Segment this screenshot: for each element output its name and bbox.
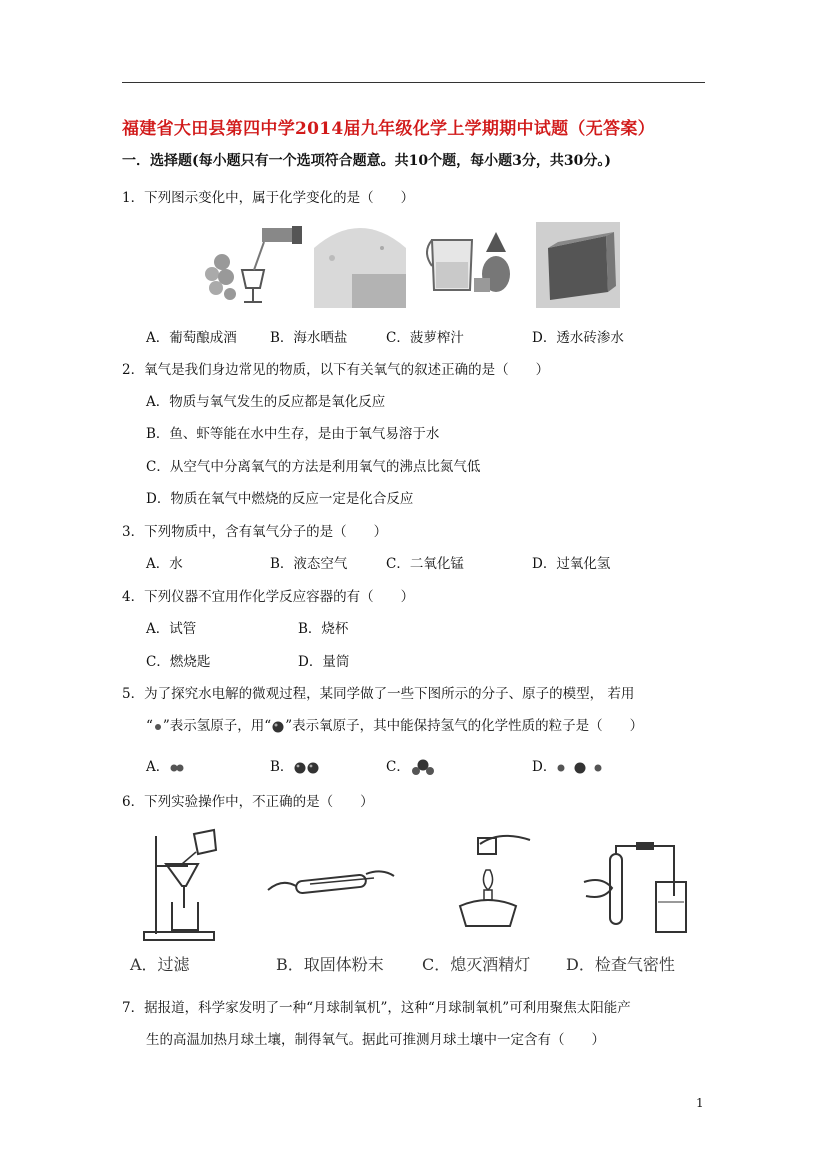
q2-option-b: B．鱼、虾等能在水中生存，是由于氧气易溶于水	[146, 426, 440, 442]
h2o-molecule-icon	[410, 759, 436, 777]
q5-option-b	[270, 755, 321, 775]
q5-option-a	[146, 755, 187, 775]
q5-option-d-label: D．	[532, 759, 557, 775]
q1-option-c: C．菠萝榨汁	[386, 330, 464, 346]
q4-option-a: A．试管	[146, 621, 197, 637]
section-heading: 一．选择题(每小题只有一个选项符合题意。共10个题，每小题3分，共30分。)	[122, 153, 611, 169]
question-7-stem-line2: 生的高温加热月球土壤，制得氧气。据此可推测月球土壤中一定含有（ ）	[146, 1032, 605, 1048]
q5-option-b-label: B．	[270, 759, 294, 775]
q6-caption-c: C．熄灭酒精灯	[422, 955, 531, 974]
q6-caption-d: D．检查气密性	[566, 955, 675, 974]
h2-molecule-icon	[169, 763, 187, 773]
extinguish-alcohol-lamp-image	[440, 826, 536, 946]
q5-text-part-c: ”表示氧原子，其中能保持氢气的化学性质的粒子是（ ）	[285, 718, 644, 734]
q5-option-c-label: C．	[386, 759, 410, 775]
permeable-brick-image	[536, 222, 620, 308]
hydrogen-atom-icon	[153, 722, 163, 732]
q3-option-b: B．液态空气	[270, 556, 348, 572]
pineapple-juice-image	[426, 222, 516, 294]
powder-in-test-tube-image	[266, 860, 396, 906]
question-3-stem: 3．下列物质中，含有氧气分子的是（ ）	[122, 524, 388, 540]
q6-caption-b: B．取固体粉末	[276, 955, 384, 974]
q4-option-c: C．燃烧匙	[146, 654, 211, 670]
airtightness-check-image	[578, 836, 690, 948]
q5-option-a-label: A．	[146, 759, 170, 775]
sea-salt-image	[312, 218, 408, 310]
question-6-stem: 6．下列实验操作中，不正确的是（ ）	[122, 794, 374, 810]
question-2-stem: 2．氧气是我们身边常见的物质，以下有关氧气的叙述正确的是（ ）	[122, 362, 550, 378]
o2-molecule-icon	[293, 761, 321, 775]
q1-option-b: B．海水晒盐	[270, 330, 348, 346]
q3-option-a: A．水	[146, 556, 183, 572]
question-4-stem: 4．下列仪器不宜用作化学反应容器的有（ ）	[122, 589, 415, 605]
q4-option-b: B．烧杯	[298, 621, 349, 637]
q2-option-c: C．从空气中分离氧气的方法是利用氧气的沸点比氮气低	[146, 459, 481, 475]
question-5-stem-line1: 5．为了探究水电解的微观过程，某同学做了一些下图所示的分子、原子的模型， 若用	[122, 686, 635, 702]
question-7-stem-line1: 7．据报道，科学家发明了一种“月球制氧机”，这种“月球制氧机”可利用聚焦太阳能产	[122, 1000, 631, 1016]
page-title: 福建省大田县第四中学2014届九年级化学上学期期中试题（无答案）	[122, 119, 655, 139]
question-1-stem: 1．下列图示变化中，属于化学变化的是（ ）	[122, 190, 415, 206]
q1-option-a: A．葡萄酿成酒	[146, 330, 237, 346]
page-number: 1	[696, 1096, 704, 1110]
q1-option-d: D．透水砖渗水	[532, 330, 624, 346]
grape-wine-image	[202, 222, 308, 308]
header-rule	[122, 82, 705, 83]
q3-option-d: D．过氧化氢	[532, 556, 611, 572]
q3-option-c: C．二氧化锰	[386, 556, 464, 572]
q6-caption-a: A．过滤	[130, 955, 190, 974]
q5-text-part-b: ”表示氢原子，用“	[162, 718, 272, 734]
q5-text-part-a: “	[146, 718, 153, 734]
q5-option-d	[532, 755, 606, 775]
q5-option-c	[386, 755, 436, 777]
question-5-stem-line2	[146, 714, 643, 734]
q4-option-d: D．量筒	[298, 654, 350, 670]
filtration-apparatus-image	[136, 826, 232, 946]
q2-option-d: D．物质在氧气中燃烧的反应一定是化合反应	[146, 491, 414, 507]
q2-option-a: A．物质与氧气发生的反应都是氧化反应	[146, 394, 386, 410]
oxygen-atom-icon	[271, 720, 285, 734]
separate-atoms-icon	[556, 761, 606, 775]
